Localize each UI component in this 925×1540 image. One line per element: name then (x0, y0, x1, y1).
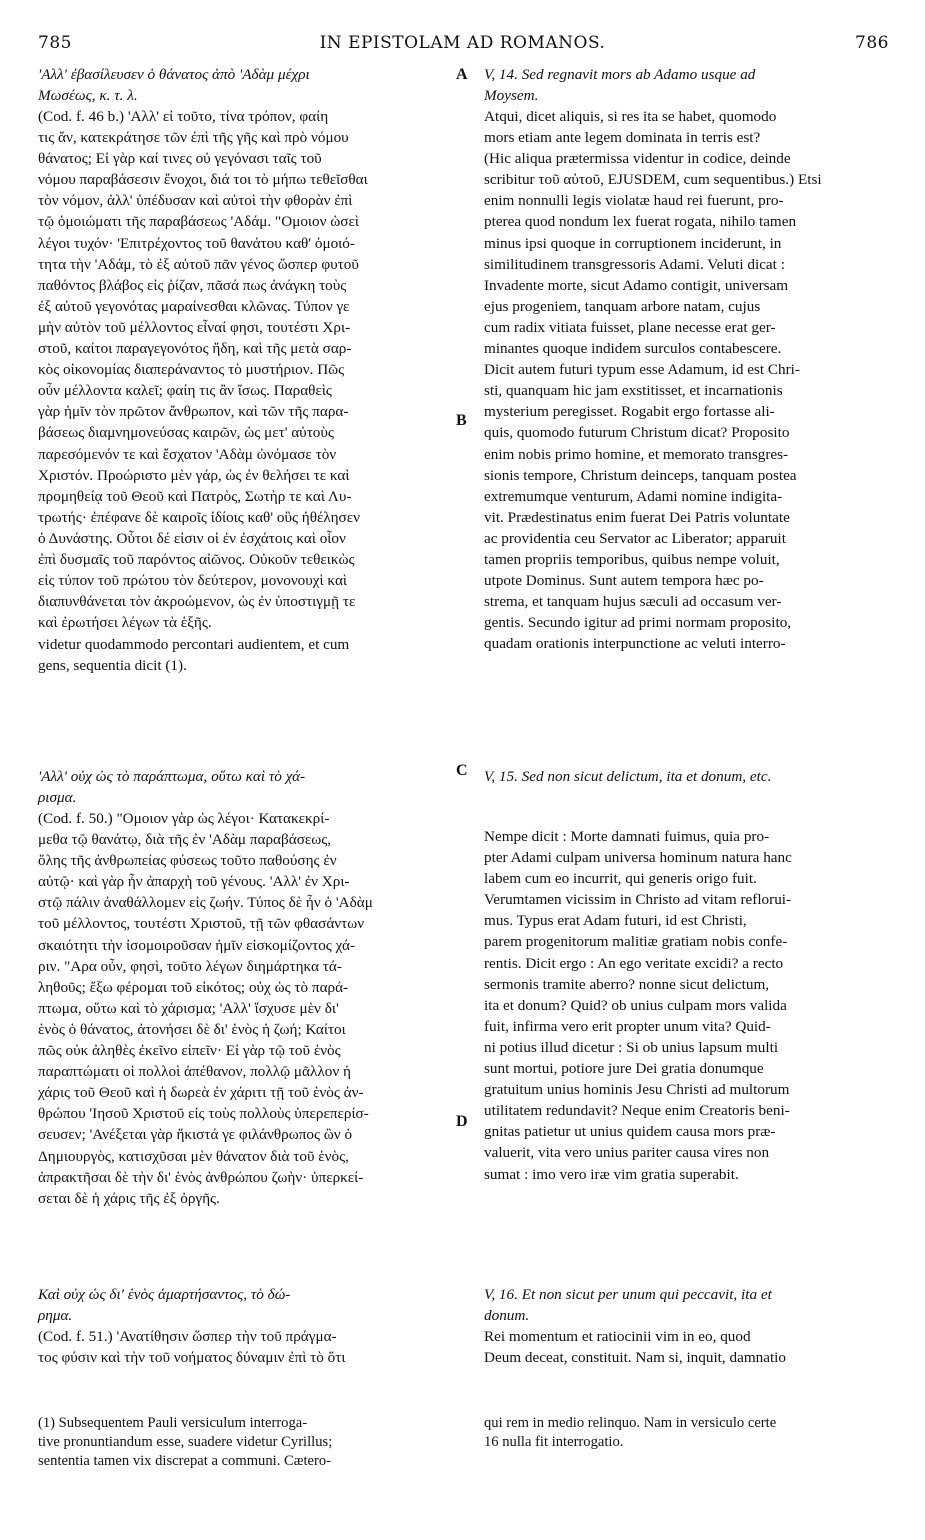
text-line: strema, et tanquam hujus sæculi ad occasum ver- (484, 593, 782, 611)
left-commentary-v15 (38, 808, 373, 1209)
text-line: ac providentia ceu Servator ac Liberator; apparuit (484, 529, 786, 547)
left-commentary-v16 (38, 1326, 345, 1368)
text-line: pterea quod nondum lex fuerat rogata, nihilo tamen (484, 213, 797, 231)
text-line: rentis. Dicit ergo : An ego veritate excidi? a recto (484, 954, 784, 972)
text-line: gentis. Secundo igitur ad primi normam proposito, (484, 614, 792, 632)
text-line: parem progenitorum malitiæ gratiam nobis confe- (484, 933, 788, 951)
text-line: ὅλης τῆς ἀνθρωπείας φύσεως τοῦτο παθούσης ἐν (38, 852, 337, 870)
text-line: labem cum eo incurrit, qui generis origo fuit. (484, 870, 757, 888)
text-line: tamen propriis temporibus, quibus nempe voluit, (484, 550, 780, 568)
text-line: λέγοι τυχόν· 'Επιτρέχοντος τοῦ θανάτου καθ' ὁμοιό- (38, 234, 355, 252)
text-line: Verumtamen vicissim in Christo ad vitam reflorui- (484, 891, 792, 909)
left-commentary-v14 (38, 106, 368, 633)
text-line: Καὶ οὐχ ὡς δι' ἑνὸς ἁμαρτήσαντος, τὸ δώ- (38, 1286, 291, 1303)
text-line: προμηθείᾳ τοῦ Θεοῦ καὶ Πατρὸς, Σωτὴρ τε καὶ Λυ- (38, 487, 352, 505)
page-number-left: 785 (38, 33, 72, 53)
text-line: Invadente morte, sicut Adamo contigit, universam (484, 276, 789, 294)
text-line: V, 14. Sed regnavit mors ab Adamo usque ad (484, 66, 756, 83)
text-line: αὐτῷ· καὶ γὰρ ἦν ἀπαρχὴ τοῦ γένους. 'Αλλ' ἐν Χρι- (38, 873, 350, 891)
page-number-right: 786 (855, 33, 889, 53)
text-line: χάρις τοῦ Θεοῦ καὶ ἡ δωρεὰ ἐν χάριτι τῇ τοῦ ἑνὸς ἀν- (38, 1084, 364, 1102)
text-line: τητα τὴν 'Αδάμ, τὸ ἐξ αὐτοῦ πᾶν γένος ὥσπερ φυτοῦ (38, 255, 359, 273)
text-line: (Cod. f. 51.) 'Ανατίθησιν ὥσπερ τὴν τοῦ πράγμα- (38, 1328, 337, 1345)
text-line: ἑνὸς ὁ θάνατος, ἀτονήσει δὲ δι' ἑνὸς ἡ ζωή; Καίτοι (38, 1020, 346, 1038)
text-line: βάσεως διαμνημονεύσας καιρῶν, ὡς μετ' αὐτοὺς (38, 424, 334, 442)
text-line: utilitatem redundavit? Neque enim Creatoris beni- (484, 1102, 790, 1120)
text-line: mysterium peregisset. Rogabit ergo fortasse ali- (484, 403, 775, 421)
text-line: μὴν αὐτὸν τοῦ μέλλοντος εἶναί φησι, τουτέστι Χρι- (38, 318, 351, 336)
text-line: sententia tamen vix discrepat a communi. Cætero- (38, 1453, 332, 1469)
right-commentary-v16 (484, 1326, 786, 1368)
text-line: cum radix vitiata fuisset, plane necesse erat ger- (484, 318, 776, 336)
text-line: νόμου παραβάσεσιν ἔνοχοι, διά τοι τὸ μήπω τεθεῖσθαι (38, 171, 368, 189)
text-line: στοῦ, καίτοι παραγεγονότος ἤδη, καὶ τῆς μετὰ σαρ- (38, 340, 352, 358)
text-line: vit. Prædestinatus enim fuerat Dei Patris voluntate (484, 508, 790, 526)
text-line: ἀπρακτῆσαι δὲ τὴν δι' ἑνὸς ἀνθρώπου ζωὴν· ὑπερκεί- (38, 1168, 364, 1186)
text-line: sumat : imo vero iræ vim gratia superabit. (484, 1165, 739, 1183)
text-line: τῷ ὁμοιώματι τῆς παραβάσεως 'Αδάμ. "Ομοιον ὡσεὶ (38, 213, 359, 231)
text-line: μεθα τῷ θανάτῳ, διὰ τῆς ἐν 'Αδὰμ παραβάσεως, (38, 831, 332, 849)
text-line: Atqui, dicet aliquis, si res ita se habet, quomodo (484, 108, 777, 125)
text-line: θρώπου 'Ιησοῦ Χριστοῦ εἰς τοὺς πολλοὺς ὑπερεπερίσ- (38, 1105, 369, 1123)
text-line: Nempe dicit : Morte damnati fuimus, quia pro- (484, 828, 770, 845)
text-line: gens, sequentia dicit (1). (38, 657, 187, 675)
right-lemma-v14 (484, 64, 755, 106)
text-line: πτωμα, οὕτω καὶ τὸ χάρισμα; 'Αλλ' ἴσχυσε μὲν δι' (38, 999, 339, 1017)
text-line: (1) Subsequentem Pauli versiculum interroga- (38, 1415, 308, 1431)
footnote-continued (484, 1414, 776, 1452)
text-line: ὁ Δυνάστης. Οὗτοι δέ εἰσιν οἱ ἐν ἐσχάτοις καὶ οἷον (38, 529, 346, 547)
text-line: enim nonnulli legis violatæ haud rei fuerunt, pro- (484, 192, 784, 210)
text-line: pter Adami culpam universa hominum natura hanc (484, 849, 792, 867)
text-line: Deum deceat, constituit. Nam si, inquit, damnatio (484, 1349, 786, 1367)
text-line: θάνατος; Εἰ γὰρ καί τινες οὐ γεγόνασι ταῖς τοῦ (38, 150, 322, 168)
text-line: donum. (484, 1307, 530, 1325)
text-line: στῷ πάλιν ἀναθάλλομεν εἰς ζωήν. Τύπος δὲ ἦν ὁ 'Αδὰμ (38, 894, 373, 912)
text-line: V, 15. Sed non sicut delictum, ita et donum, etc. (484, 768, 772, 785)
margin-letter-b: B (456, 412, 467, 429)
text-line: ejus progeniem, tanquam arbore natam, cujus (484, 297, 761, 315)
text-line: τρωτής· ἐπέφανε δὲ καιροῖς ἰδίοις καθ' οὓς ἠθέλησεν (38, 508, 360, 526)
text-line: τις ἄν, κατεκράτησε τῶν ἐπὶ τῆς γῆς καὶ πρὸ νόμου (38, 129, 349, 147)
left-lemma-v14 (38, 64, 310, 106)
text-line: τοῦ μέλλοντος, τουτέστι Χριστοῦ, τῇ τῶν φθασάντων (38, 915, 365, 933)
text-line: ni potius illud dicetur : Si ob unius lapsum multi (484, 1038, 779, 1056)
text-line: παρεσόμενόν τε καὶ ἔσχατον 'Αδὰμ ὠνόμασε τὸν (38, 445, 337, 463)
text-line: 'Αλλ' οὐχ ὡς τὸ παράπτωμα, οὕτω καὶ τὸ χά- (38, 768, 306, 785)
text-line: (Cod. f. 46 b.) 'Αλλ' εἰ τοῦτο, τίνα τρόπον, φαίη (38, 108, 329, 125)
text-line: mus. Typus erat Adam futuri, id est Christi, (484, 912, 747, 930)
text-line: similitudinem transgressoris Adami. Veluti dicat : (484, 255, 785, 273)
text-line: quadam orationis interpunctione ac veluti interro- (484, 635, 786, 653)
text-line: Moysem. (484, 87, 539, 105)
left-lemma-v15 (38, 766, 305, 808)
text-line: διαπυνθάνεται τὸν ἀκροώμενον, ὡς ἐν ὑποστιγμῇ τε (38, 593, 356, 611)
text-line: extremumque venturum, Adami nomine indigita- (484, 487, 783, 505)
text-line: (Hic aliqua prætermissa videntur in codice, deinde (484, 150, 791, 168)
right-lemma-v15 (484, 766, 771, 787)
text-line: ita et donum? Quid? ob unius culpam mors valida (484, 996, 787, 1014)
text-line: fuit, infirma vero erit propter unum vita? Quid- (484, 1017, 771, 1035)
text-line: sionis tempore, Christum deinceps, tanquam postea (484, 466, 797, 484)
text-line: ἐξ αὐτοῦ γεγονότας μαραίνεσθαι κλῶνας. Τύπον γε (38, 297, 350, 315)
right-commentary-v14 (484, 106, 822, 654)
text-line: tive pronuntiandum esse, suadere videtur Cyrillus; (38, 1434, 333, 1450)
text-line: gnitas patietur ut unius quidem causa mors præ- (484, 1123, 776, 1141)
text-line: sunt mortui, potiore jure Dei gratia donumque (484, 1060, 764, 1078)
text-line: εἰς τύπον τοῦ πρώτου τὸν δεύτερον, μονονουχὶ καὶ (38, 572, 347, 590)
text-line: minus ipsi quoque in corruptionem inciderunt, in (484, 234, 782, 252)
text-line: τὸν νόμον, ἀλλ' ὑπέδυσαν καὶ αὐτοὶ τὴν φθορὰν ἐπὶ (38, 192, 353, 210)
text-line: valuerit, vita vero unius pariter causa vires non (484, 1144, 770, 1162)
text-line: Dicit autem futuri typum esse Adamum, id est Chri- (484, 361, 800, 379)
text-line: mors etiam ante legem dominata in terris est? (484, 129, 761, 147)
right-lemma-v16 (484, 1284, 772, 1326)
text-line: qui rem in medio relinquo. Nam in versiculo certe (484, 1415, 777, 1431)
text-line: minantes quoque indidem surculos contabescere. (484, 340, 782, 358)
text-line: scribitur τοῦ αὐτοῦ, EJUSDEM, cum sequentibus.) Etsi (484, 171, 822, 189)
text-line: gratuitum unius hominis Jesu Christi ad multorum (484, 1081, 790, 1099)
text-line: οὖν μέλλοντα καλεῖ; φαίη τις ἂν ἴσως. Παραθεὶς (38, 382, 332, 400)
left-lemma-v16 (38, 1284, 290, 1326)
text-line: Δημιουργὸς, κατισχῦσαι μὲν θάνατον διὰ τοῦ ἑνὸς, (38, 1147, 349, 1165)
text-line: 'Αλλ' ἐβασίλευσεν ὁ θάνατος ἀπὸ 'Αδὰμ μέχρι (38, 66, 310, 83)
left-latin-bridge (38, 634, 508, 676)
running-title: IN EPISTOLAM AD ROMANOS. (319, 33, 606, 53)
text-line: sermonis tramite aberro? nonne sicut delictum, (484, 975, 770, 993)
text-line: ρημα. (38, 1307, 73, 1325)
text-line: (Cod. f. 50.) "Ομοιον γὰρ ὡς λέγοι· Κατακεκρί- (38, 810, 330, 827)
text-line: sti, quanquam hic jam exstitisset, et incarnationis (484, 382, 783, 400)
text-line: σευσεν; 'Ανέξεται γὰρ ἥκιστά γε φιλάνθρωπος ὢν ὁ (38, 1126, 353, 1144)
text-line: quis, quomodo futurum Christum dicat? Proposito (484, 424, 790, 442)
text-line: utpote Dominus. Sunt autem tempora hæc po- (484, 572, 764, 590)
text-line: Μωσέως, κ. τ. λ. (38, 87, 138, 105)
text-line: enim nobis primo homine, et memorato transgres- (484, 445, 789, 463)
text-line: Rei momentum et ratiocinii vim in eo, quod (484, 1328, 751, 1345)
text-line: videtur quodammodo percontari audientem, et cum (38, 636, 350, 653)
text-line: σκαιότητι τὴν ἰσομοιροῦσαν ἡμῖν εἰσκομίζοντος χά- (38, 936, 356, 954)
text-line: τος φύσιν καὶ τὴν τοῦ νοήματος δύναμιν ἐπὶ τὸ ὅτι (38, 1349, 346, 1367)
text-line: κὸς οἰκονομίας διαπεράναντος τὸ μυστήριον. Πῶς (38, 361, 345, 379)
text-line: παραπτώματι οἱ πολλοὶ ἀπέθανον, πολλῷ μᾶλλον ἡ (38, 1063, 351, 1081)
margin-letter-c: C (456, 762, 468, 779)
text-line: 16 nulla fit interrogatio. (484, 1434, 624, 1450)
text-line: γὰρ ἡμῖν τὸν πρῶτον ἄνθρωπον, καὶ τῶν τῆς παρα- (38, 403, 349, 421)
text-line: πῶς οὐκ ἀληθὲς ἐκεῖνο εἰπεῖν· Εἰ γὰρ τῷ τοῦ ἑνὸς (38, 1042, 341, 1060)
text-line: Χριστόν. Προώριστο μὲν γάρ, ὡς ἐν θελήσει τε καὶ (38, 466, 350, 484)
text-line: σεται δὲ ἡ χάρις τῆς ἐξ ὀργῆς. (38, 1189, 220, 1207)
text-line: ρισμα. (38, 789, 77, 807)
text-line: ἐπὶ δυσμαῖς τοῦ παρόντος αἰῶνος. Οὐκοῦν τεθεικὼς (38, 550, 355, 568)
text-line: ληθοῦς; ἔξω φέρομαι τοῦ εἰκότος; οὐχ ὡς τὸ παρά- (38, 978, 349, 996)
text-line: παθόντος βλάβος εἰς ῥίζαν, πᾶσά πως ἀνάγκη τοὺς (38, 276, 347, 294)
margin-letter-a: A (456, 66, 468, 83)
right-commentary-v15 (484, 826, 792, 1185)
text-line: ριν. "Αρα οὖν, φησὶ, τοῦτο λέγων διημάρτηκα τά- (38, 957, 342, 975)
margin-letter-d: D (456, 1113, 468, 1130)
text-line: καὶ ἐρωτήσει λέγων τὰ ἑξῆς. (38, 614, 212, 632)
footnote (38, 1414, 332, 1471)
text-line: V, 16. Et non sicut per unum qui peccavit, ita et (484, 1286, 772, 1303)
